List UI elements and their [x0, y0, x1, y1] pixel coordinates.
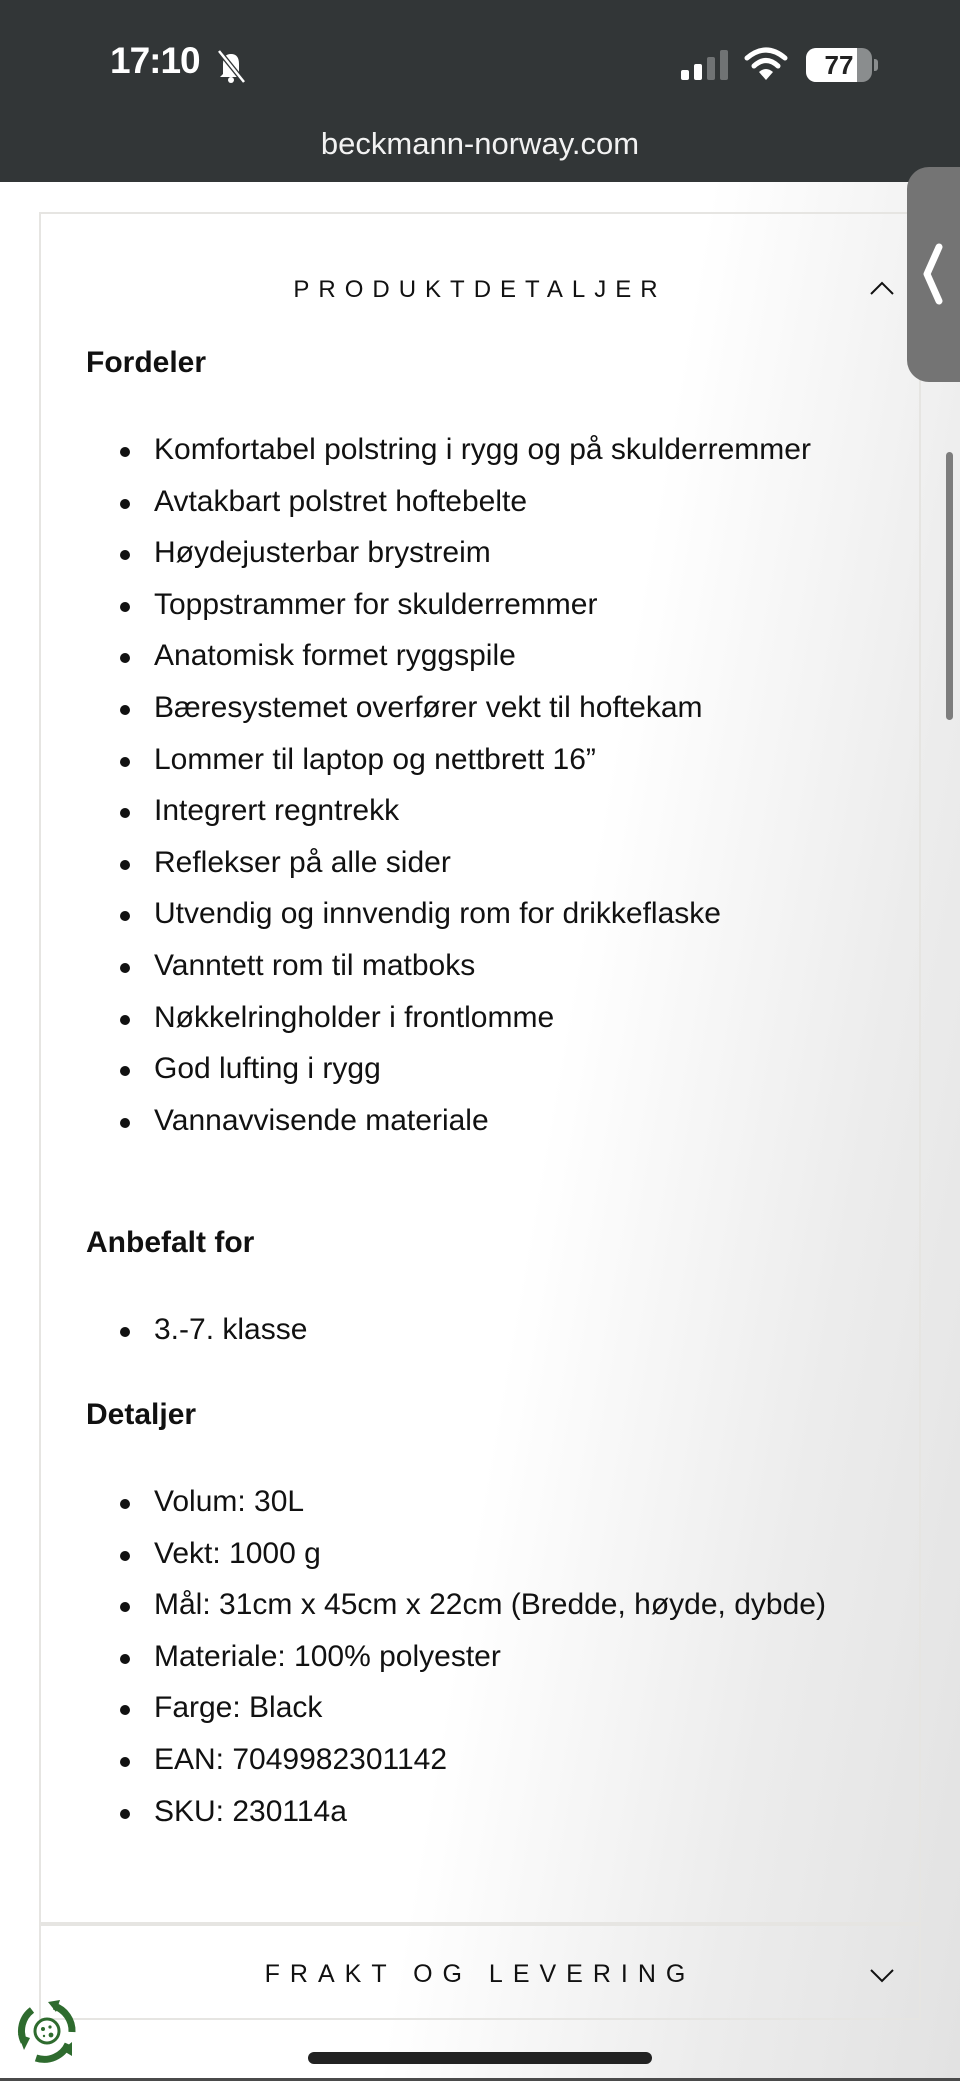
- chevron-up-icon[interactable]: [869, 280, 895, 296]
- list-item: Vannavvisende materiale: [86, 1095, 811, 1147]
- wifi-icon: [744, 46, 788, 82]
- section-anbefalt-for: [86, 1226, 307, 1356]
- chevron-down-icon[interactable]: [869, 1968, 895, 1984]
- accordion-shipping[interactable]: [39, 1922, 921, 2020]
- recycle-icon[interactable]: [14, 1998, 80, 2064]
- status-time: 17:10: [110, 40, 200, 81]
- list-item: Vanntett rom til matboks: [86, 940, 811, 992]
- list-item: God lufting i rygg: [86, 1043, 811, 1095]
- section-detaljer: [86, 1398, 826, 1837]
- list-item: 3.-7. klasse: [86, 1304, 307, 1356]
- accordion-product-details: [39, 212, 921, 1924]
- list-item: Vekt: 1000 g: [86, 1528, 826, 1580]
- details-list: [86, 1476, 826, 1837]
- list-item: Nøkkelringholder i frontlomme: [86, 992, 811, 1044]
- list-item: SKU: 230114a: [86, 1786, 826, 1838]
- list-item: Materiale: 100% polyester: [86, 1631, 826, 1683]
- home-indicator[interactable]: [308, 2052, 652, 2064]
- list-item: Anatomisk formet ryggspile: [86, 630, 811, 682]
- battery-indicator: [806, 48, 876, 82]
- status-bar: [0, 0, 960, 182]
- list-item: Utvendig og innvendig rom for drikkeflaske: [86, 888, 811, 940]
- list-item: Farge: Black: [86, 1682, 826, 1734]
- accordion-header-product-details[interactable]: [41, 214, 919, 314]
- list-item: Høydejusterbar brystreim: [86, 527, 811, 579]
- list-item: Integrert regntrekk: [86, 785, 811, 837]
- section-title: Fordeler: [86, 346, 207, 379]
- chevron-left-icon[interactable]: [922, 243, 944, 305]
- address-bar-url[interactable]: beckmann-norway.com: [320, 126, 640, 161]
- list-item: Avtakbart polstret hoftebelte: [86, 476, 811, 528]
- battery-level: 77: [824, 50, 854, 80]
- scrollbar-thumb[interactable]: [946, 452, 953, 720]
- section-title: Anbefalt for: [86, 1226, 255, 1259]
- bell-slash-icon: [214, 48, 248, 84]
- list-item: Lommer til laptop og nettbrett 16”: [86, 734, 811, 786]
- accordion-title: PRODUKTDETALJER: [293, 276, 667, 303]
- section-title: Detaljer: [86, 1398, 197, 1431]
- list-item: Komfortabel polstring i rygg og på skulderremmer: [86, 424, 811, 476]
- feature-list: [86, 424, 811, 1146]
- list-item: Mål: 31cm x 45cm x 22cm (Bredde, høyde, dybde): [86, 1579, 826, 1631]
- list-item: Bæresystemet overfører vekt til hoftekam: [86, 682, 811, 734]
- recommended-list: [86, 1304, 307, 1356]
- list-item: Toppstrammer for skulderremmer: [86, 579, 811, 631]
- cellular-signal-icon: [679, 50, 731, 80]
- page-content: [0, 182, 960, 2081]
- section-fordeler: [86, 346, 811, 1146]
- list-item: Volum: 30L: [86, 1476, 826, 1528]
- accordion-title: FRAKT OG LEVERING: [264, 1960, 696, 1988]
- list-item: Reflekser på alle sider: [86, 837, 811, 889]
- list-item: EAN: 7049982301142: [86, 1734, 826, 1786]
